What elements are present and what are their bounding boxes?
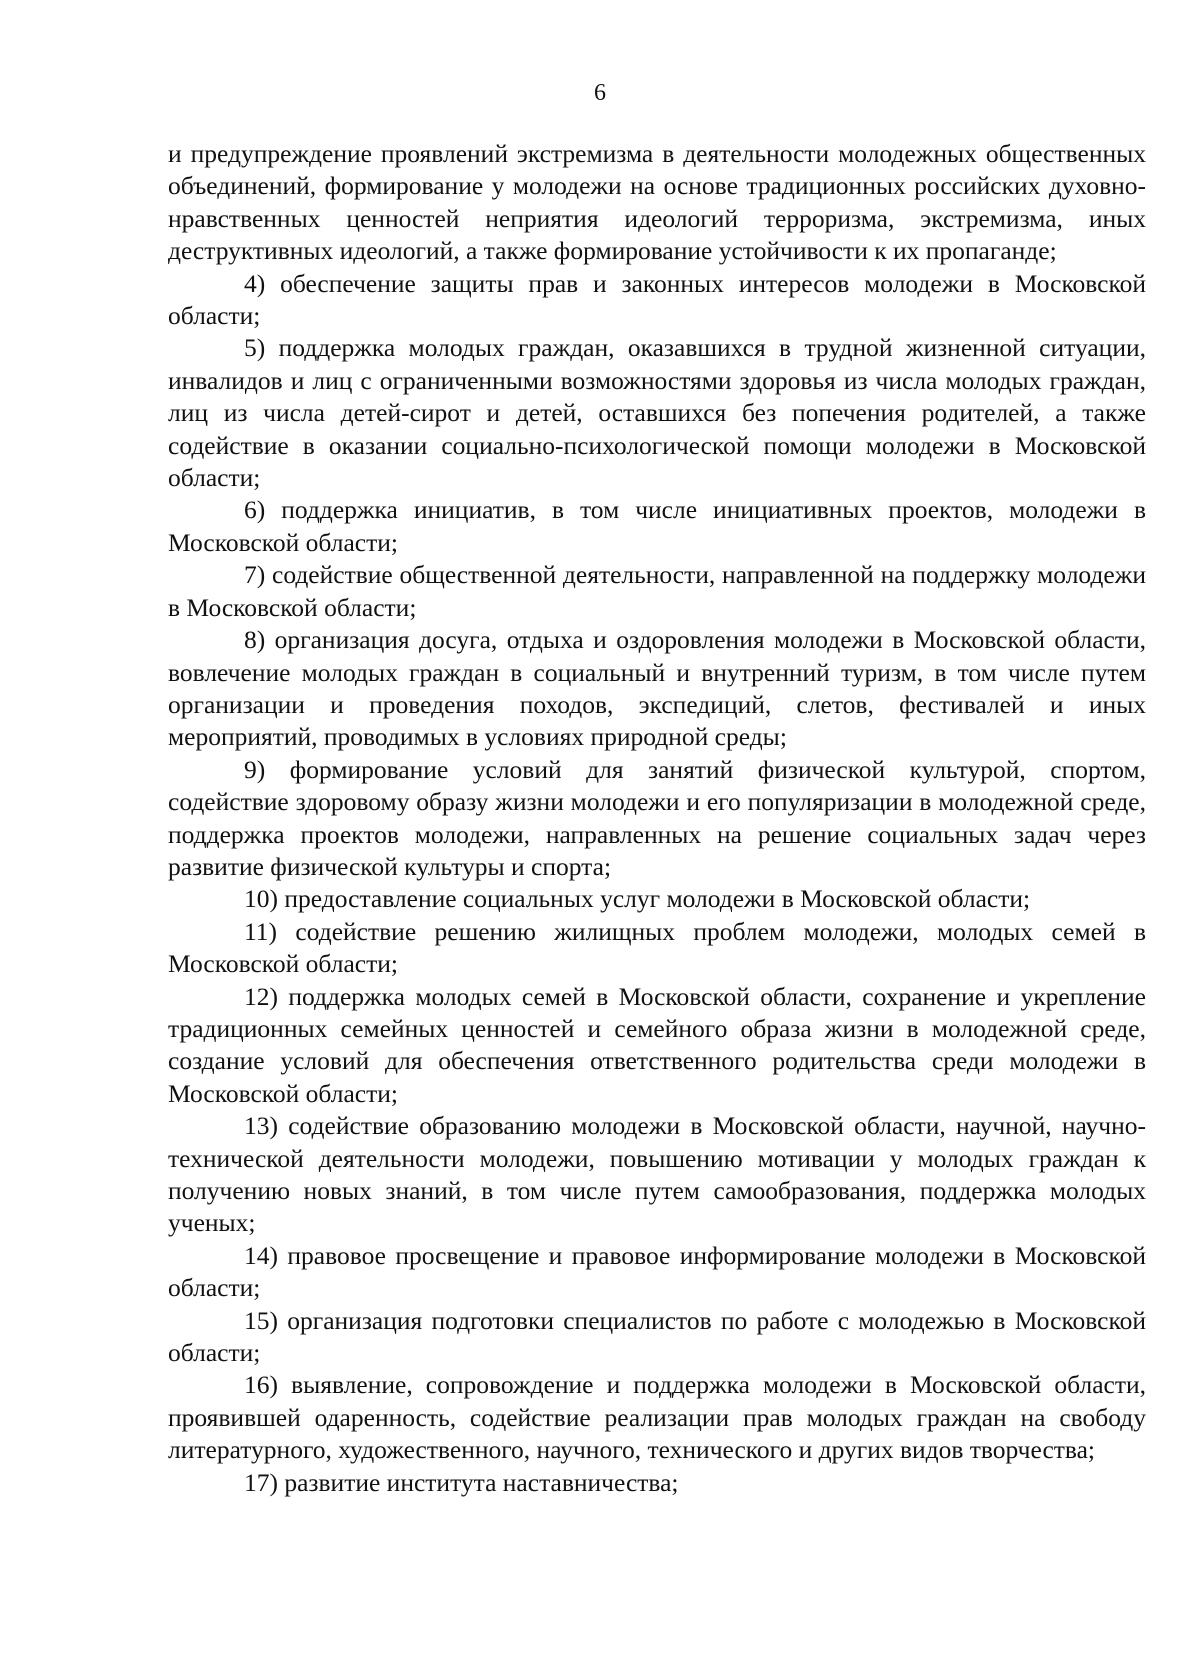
list-item-16: 16) выявление, сопровождение и поддержка молодежи в Московской области, проявившей одаренность, содействие реализации прав молодых граждан на свободу литературного, художественного, научного, технического и других видов творчества;	[168, 1370, 1146, 1465]
list-item-13: 13) содействие образованию молодежи в Московской области, научной, научно-технической деятельности молодежи, повышению мотивации у молодых граждан к получению новых знаний, в том числе путем самообразования, поддержка молодых ученых;	[168, 1111, 1146, 1238]
document-body	[168, 138, 1146, 1499]
list-item-12: 12) поддержка молодых семей в Московской области, сохранение и укрепление традиционных семейных ценностей и семейного образа жизни в молодежной среде, создание условий для обеспечения ответственного родительства среди молодежи в Московской области;	[168, 981, 1146, 1108]
list-item-14: 14) правовое просвещение и правовое информирование молодежи в Московской области;	[168, 1240, 1146, 1303]
list-item-15: 15) организация подготовки специалистов по работе с молодежью в Московской области;	[168, 1305, 1146, 1368]
list-item-10: 10) предоставление социальных услуг молодежи в Московской области;	[244, 884, 1031, 914]
list-item-6: 6) поддержка инициатив, в том числе инициативных проектов, молодежи в Московской области;	[168, 495, 1146, 557]
list-item-17: 17) развитие института наставничества;	[244, 1467, 679, 1497]
paragraph-continuation: и предупреждение проявлений экстремизма в деятельности молодежных общественных объединений, формирование у молодежи на основе традиционных российских духовно-нравственных ценностей неприятия идеологий терроризма, экстремизма, иных деструктивных идеологий, а также формирование устойчивости к их пропаганде;	[168, 139, 1146, 266]
list-item-11: 11) содействие решению жилищных проблем молодежи, молодых семей в Московской области;	[168, 916, 1146, 979]
list-item-5: 5) поддержка молодых граждан, оказавшихся в трудной жизненной ситуации, инвалидов и лиц с ограниченными возможностями здоровья из числа молодых граждан, лиц из числа детей-сирот и детей, оставшихся без попечения родителей, а также содействие в оказании социально-психологической помощи молодежи в Московской области;	[168, 333, 1146, 493]
list-item-7: 7) содействие общественной деятельности, направленной на поддержку молодежи в Московской области;	[168, 560, 1146, 622]
list-item-4: 4) обеспечение защиты прав и законных интересов молодежи в Московской области;	[168, 268, 1146, 331]
page-number: 6	[594, 80, 606, 106]
list-item-9: 9) формирование условий для занятий физической культурой, спортом, содействие здоровому образу жизни молодежи и его популяризации в молодежной среде, поддержка проектов молодежи, направленных на решение социальных задач через развитие физической культуры и спорта;	[168, 754, 1146, 881]
list-item-8: 8) организация досуга, отдыха и оздоровления молодежи в Московской области, вовлечение молодых граждан в социальный и внутренний туризм, в том числе путем организации и проведения походов, экспедиций, слетов, фестивалей и иных мероприятий, проводимых в условиях природной среды;	[168, 625, 1146, 752]
